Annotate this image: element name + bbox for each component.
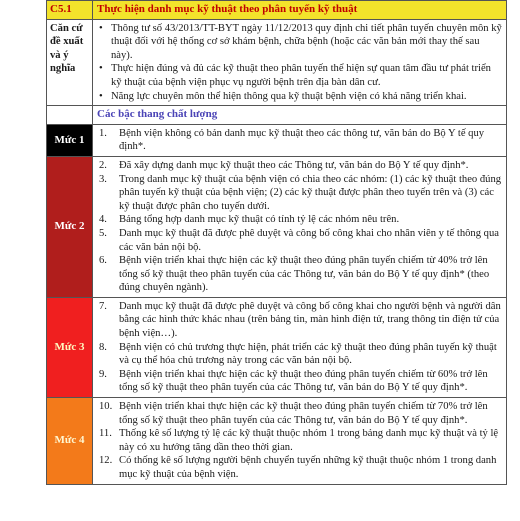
- level-row: [47, 156, 507, 297]
- criterion-item: 7. Danh mục kỹ thuật đã được phê duyệt và công bố công khai cho người bệnh và người dân bằng các hình thức khác nhau (trên bảng tin, màn hình điện tử, trang thông tin điện tử của bệnh viện…).: [99, 300, 501, 340]
- criterion-item: 4. Bảng tổng hợp danh mục kỹ thuật có tính tỷ lệ các nhóm nêu trên.: [99, 214, 400, 226]
- basis-row: [47, 19, 507, 106]
- basis-content: [93, 19, 507, 106]
- criterion-item: 6. Bệnh viện triển khai thực hiện các kỹ thuật theo đúng phân tuyến chiếm từ 40% trở lên tổng số kỹ thuật theo phân tuyến của các Thông tư, văn bản do Bộ Y tế quy định* (theo đúng chuyên ngành).: [99, 255, 490, 294]
- header-row: [47, 1, 507, 20]
- level-4-label: Mức 4: [47, 398, 93, 485]
- level-row: [47, 124, 507, 156]
- criterion-item: 8. Bệnh viện có chủ trương thực hiện, phát triển các kỹ thuật theo đúng phân tuyến kỹ thuật và cụ thể hóa chủ trương này trong các văn bản nội bộ.: [99, 341, 497, 367]
- criteria-table: [46, 0, 507, 485]
- level-2-label: Mức 2: [47, 156, 93, 297]
- criterion-item: 1. Bệnh viện không có bản danh mục kỹ thuật theo các thông tư, văn bản do Bộ Y tế quy định*.: [99, 127, 485, 153]
- criterion-item: 9. Bệnh viện triển khai thực hiện các kỹ thuật theo đúng phân tuyến chiếm từ 60% trở lên tổng số kỹ thuật theo phân tuyến của các Thông tư, văn bản do Bộ Y tế quy định*.: [99, 368, 488, 394]
- criterion-title: Thực hiện danh mục kỹ thuật theo phân tuyến kỹ thuật: [93, 1, 507, 20]
- level-3-label: Mức 3: [47, 297, 93, 397]
- basis-item: • Thông tư số 43/2013/TT-BYT ngày 11/12/2013 quy định chi tiết phân tuyến chuyên môn kỹ thuật đối với hệ thống cơ sở khám bệnh, chữa bệnh (hoặc các văn bản mới thay thế sau này).: [99, 22, 502, 61]
- criterion-item: 10. Bệnh viện triển khai thực hiện các kỹ thuật theo đúng phân tuyến chiếm từ 70% trở lên tổng số kỹ thuật theo phân tuyến của các Thông tư, văn bản do Bộ Y tế quy định*.: [99, 401, 488, 426]
- levels-title-row: [47, 106, 507, 125]
- criterion-item: 2. Đã xây dựng danh mục kỹ thuật theo các Thông tư, văn bản do Bộ Y tế quy định*.: [99, 159, 469, 171]
- levels-title: Các bậc thang chất lượng: [93, 106, 507, 125]
- basis-item: • Thực hiện đúng và đủ các kỹ thuật theo phân tuyến thể hiện sự quan tâm đầu tư phát triển kỹ thuật của bệnh viện phục vụ người bệnh trên địa bàn dân cư.: [99, 63, 491, 88]
- criterion-item: 3. Trong danh mục kỹ thuật của bệnh viện có chia theo các nhóm: (1) các kỹ thuật theo đúng phân tuyến kỹ thuật của bệnh viện; (2) các kỹ thuật được phân theo tuyến trên và (3) các kỹ thuật được phân cho tuyến dưới.: [99, 173, 502, 212]
- criterion-item: 5. Danh mục kỹ thuật đã được phê duyệt và công bố công khai cho nhân viên y tế thông qua các văn bản nội bộ.: [99, 227, 499, 253]
- basis-item: • Năng lực chuyên môn thể hiện thông qua kỹ thuật bệnh viện có khả năng triển khai.: [99, 90, 467, 102]
- criterion-code: C5.1: [47, 1, 93, 20]
- basis-label: Căn cứ đề xuất và ý nghĩa: [47, 19, 93, 106]
- criterion-item: 11. Thống kê số lượng tỷ lệ các kỹ thuật thuộc nhóm 1 trong bảng danh mục kỹ thuật và tỷ lệ này có xu hướng tăng dần theo thời gian.: [99, 428, 499, 453]
- level-1-label: Mức 1: [47, 124, 93, 156]
- level-row: [47, 297, 507, 397]
- level-row: [47, 398, 507, 485]
- criterion-item: 12. Có thống kê số lượng người bệnh chuyển tuyến những kỹ thuật thuộc nhóm 1 trong danh mục kỹ thuật của bệnh viện.: [99, 455, 497, 480]
